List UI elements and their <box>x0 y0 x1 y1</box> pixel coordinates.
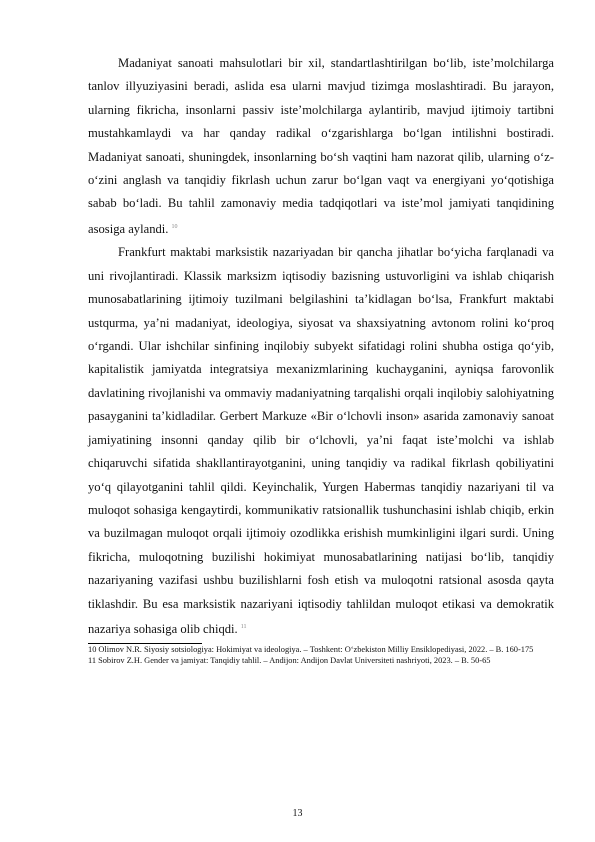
footnote-text: Olimov N.R. Siyosiy sotsiologiya: Hokimiyat va ideologiya. – Toshkent: O‘zbekiston Milliy Ensiklopediyasi, 2022. – B. 160-175 <box>98 644 534 654</box>
paragraph-text: Frankfurt maktabi marksistik nazariyadan bir qancha jihatlar bo‘yicha farqlanadi va uni rivojlantiradi. Klassik marksizm iqtisodiy bazisning ustuvorligini va ishlab chiqarish munosabatlarining ijtimoiy tuzilmani belgilashini ta’kidlagan bo‘lsa, Frankfurt maktabi ustqurma, ya’ni madaniyat, ideologiya, siyosat va shaxsiyatning avtonom rolini ko‘proq o‘rgandi. Ular ishchilar sinfining inqilobiy subyekt sifatidagi rolini shubha ostiga qo‘yib, kapitalistik jamiyatda integratsiya mexanizmlarining kuchayganini, ayniqsa farovonlik davlatining rivojlanishi va ommaviy madaniyatning tarqalishi orqali inqilobiy salohiyatning pasayganini ta’kidladilar. Gerbert Markuze «Bir o‘lchovli inson» asarida zamonaviy sanoat jamiyatining insonni qanday qilib bir o‘lchovli, ya’ni faqat iste’molchi va ishlab chiqaruvchi sifatida shakllantirayotganini, uning tanqidiy va radikal fikrlash qobiliyatini yo‘q qilayotganini tahlil qildi. Keyinchalik, Yurgen Habermas tanqidiy nazariyani til va muloqot sohasiga kengaytirdi, kommunikativ ratsionallik tushunchasini ishlab chiqib, erkin va buzilmagan muloqot orqali ijtimoiy ozodlikka erishish mumkinligini ilgari surdi. Uning fikricha, muloqotning buzilishi hokimiyat munosabatlarining natijasi bo‘lib, tanqidiy nazariyaning vazifasi ushbu buzilishlarni fosh etish va muloqotni ratsional asosda qayta tiklashdir. Bu esa marksistik nazariyani iqtisodiy tahlildan muloqot etikasi va demokratik nazariya sohasiga olib chiqdi. <box>88 245 554 637</box>
body-paragraph-2 <box>88 241 554 641</box>
footnote-2 <box>88 655 554 667</box>
body-paragraph-1 <box>88 52 554 241</box>
footnote-text: Sobirov Z.H. Gender va jamiyat: Tanqidiy tahlil. – Andijon: Andijon Davlat Universiteti nashriyoti, 2023. – B. 50-65 <box>98 656 491 666</box>
paragraph-text: Madaniyat sanoati mahsulotlari bir xil, standartlashtirilgan bo‘lib, iste’molchilarga tanlov illyuziyasini beradi, aslida esa ularni mavjud tizimga moslashtiradi. Bu jarayon, ularning fikricha, insonlarni passiv iste’molchilarga aylantirib, mavjud ijtimoiy tartibni mustahkamlaydi va har qanday radikal o‘zgarishlarga bo‘lgan intilishni bostiradi. Madaniyat sanoati, shuningdek, insonlarning bo‘sh vaqtini ham nazorat qilib, ularning o‘z-o‘zini anglash va tanqidiy fikrlash uchun zarur bo‘lgan vaqt va energiyani yo‘qotishiga sabab bo‘ladi. Bu tahlil zamonaviy media tadqiqotlari va iste’mol jamiyati tanqidining asosiga aylandi. <box>88 56 554 237</box>
footnote-number: 11 <box>88 656 97 666</box>
footnote-1 <box>88 644 554 656</box>
footnote-reference[interactable]: 11 <box>240 623 247 630</box>
footnote-reference[interactable]: 10 <box>171 223 178 230</box>
footnote-number: 10 <box>88 644 97 654</box>
document-page <box>88 52 554 667</box>
page-number: 13 <box>292 808 303 819</box>
